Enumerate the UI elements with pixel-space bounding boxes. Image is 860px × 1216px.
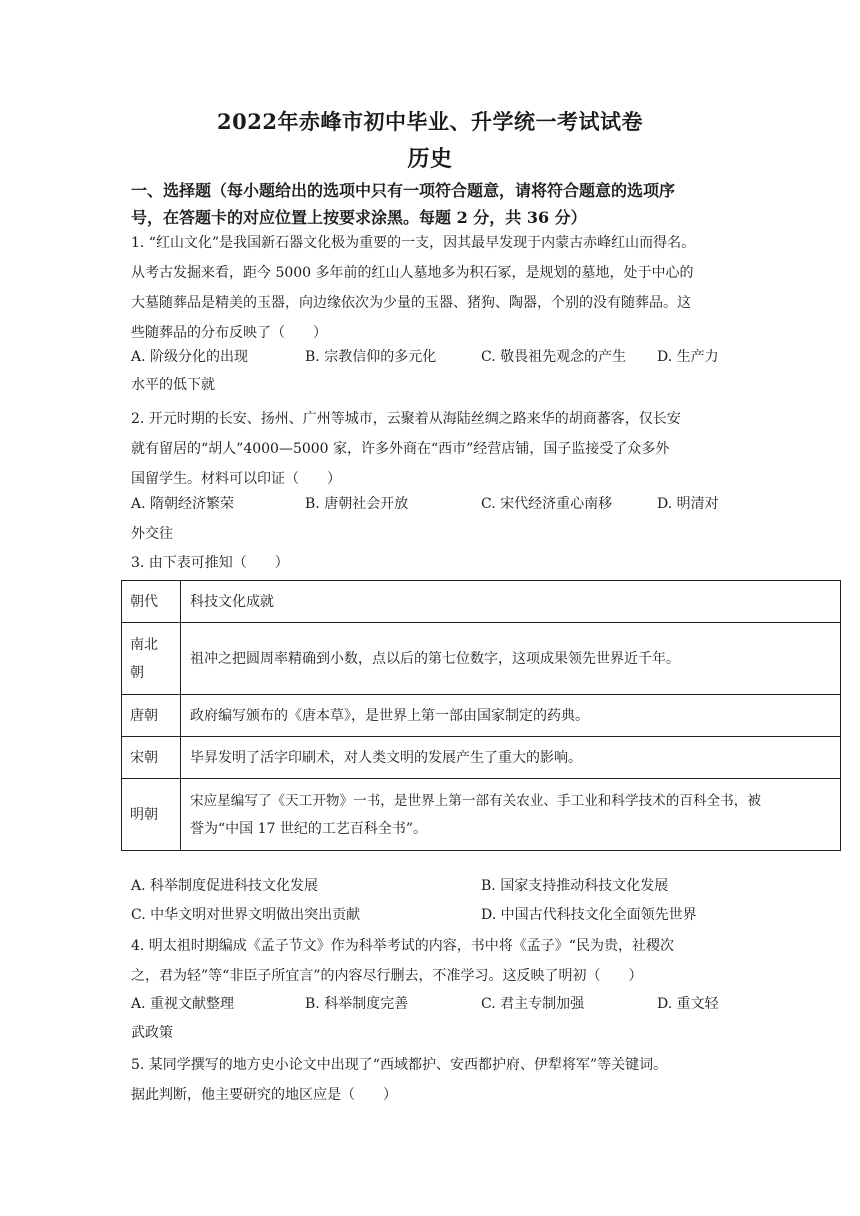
question-1-stem xyxy=(131,228,741,348)
stem-line: 1. “红山文化”是我国新石器文化极为重要的一支，因其最早发现于内蒙古赤峰红山而得名。 xyxy=(131,235,696,251)
q3-option-a: A. 科举制度促进科技文化发展 xyxy=(131,878,319,894)
achievement-cell xyxy=(181,779,841,851)
q1-option-b: B. 宗教信仰的多元化 xyxy=(305,349,437,365)
q2-option-d-wrap: 外交往 xyxy=(131,526,173,542)
q1-option-d-wrap: 水平的低下就 xyxy=(131,377,215,393)
q3-option-d: D. 中国古代科技文化全面领先世界 xyxy=(481,907,697,923)
q4-option-b: B. 科举制度完善 xyxy=(305,996,409,1012)
q2-option-a: A. 隋朝经济繁荣 xyxy=(131,496,235,512)
stem-line: 2. 开元时期的长安、扬州、广州等城市，云聚着从海陆丝绸之路来华的胡商蕃客，仅长安 xyxy=(131,411,681,427)
q4-option-c: C. 君主专制加强 xyxy=(481,996,585,1012)
q2-option-d: D. 明清对 xyxy=(657,496,719,512)
section-heading-line: 一、选择题（每小题给出的选项中只有一项符合题意，请将符合题意的选项序 xyxy=(131,181,676,200)
q4-option-d-wrap: 武政策 xyxy=(131,1025,173,1041)
section-heading-line: 号，在答题卡的对应位置上按要求涂黑。每题 2 分，共 36 分） xyxy=(131,208,587,227)
stem-line: 据此判断，他主要研究的地区应是（ ） xyxy=(131,1087,397,1103)
stem-line: 5. 某同学撰写的地方史小论文中出现了“西域都护、安西都护府、伊犁将军”等关键词。 xyxy=(131,1057,668,1073)
question-2-stem xyxy=(131,404,741,494)
exam-title: 2022年赤峰市初中毕业、升学统一考试试卷 xyxy=(217,109,643,134)
q1-option-d: D. 生产力 xyxy=(657,349,719,365)
dynasty-cell-line: 朝 xyxy=(130,664,144,681)
stem-line: 就有留居的“胡人”4000—5000 家，许多外商在“西市”经营店铺，国子监接受了众多外 xyxy=(131,441,670,457)
subject-title: 历史 xyxy=(407,146,453,172)
header-achievement: 科技文化成就 xyxy=(181,581,841,623)
achievement-cell: 毕昇发明了活字印刷术，对人类文明的发展产生了重大的影响。 xyxy=(181,737,841,779)
q3-option-b: B. 国家支持推动科技文化发展 xyxy=(481,878,669,894)
q2-option-c: C. 宋代经济重心南移 xyxy=(481,496,613,512)
q2-option-b: B. 唐朝社会开放 xyxy=(305,496,409,512)
table-row xyxy=(122,737,841,779)
dynasty-cell: 明朝 xyxy=(122,779,181,851)
achievement-cell-line: 宋应星编写了《天工开物》一书，是世界上第一部有关农业、手工业和科学技术的百科全书，被 xyxy=(190,792,761,809)
achievements-table xyxy=(121,580,841,851)
header-dynasty: 朝代 xyxy=(122,581,181,623)
stem-line: 大墓随葬品是精美的玉器，向边缘依次为少量的玉器、猪狗、陶器，个别的没有随葬品。这 xyxy=(131,295,691,311)
achievement-cell: 祖冲之把圆周率精确到小数，点以后的第七位数字，这项成果领先世界近千年。 xyxy=(181,623,841,695)
q4-option-d: D. 重文轻 xyxy=(657,996,719,1012)
table-row xyxy=(122,695,841,737)
dynasty-cell xyxy=(122,623,181,695)
stem-line: 从考古发掘来看，距今 5000 多年前的红山人墓地多为积石冢，是规划的墓地，处于中心的 xyxy=(131,265,694,281)
table-row xyxy=(122,779,841,851)
question-5-stem xyxy=(131,1050,741,1110)
achievement-cell: 政府编写颁布的《唐本草》，是世界上第一部由国家制定的药典。 xyxy=(181,695,841,737)
stem-line: 些随葬品的分布反映了（ ） xyxy=(131,325,327,341)
dynasty-cell: 宋朝 xyxy=(122,737,181,779)
table-row xyxy=(122,623,841,695)
q1-option-c: C. 敬畏祖先观念的产生 xyxy=(481,349,627,365)
dynasty-cell-line: 南北 xyxy=(130,636,158,653)
q1-option-a: A. 阶级分化的出现 xyxy=(131,349,249,365)
stem-line: 之，君为轻”等“非臣子所宜言”的内容尽行删去，不准学习。这反映了明初（ ） xyxy=(131,968,643,984)
dynasty-cell: 唐朝 xyxy=(122,695,181,737)
achievement-cell-line: 誉为“中国 17 世纪的工艺百科全书”。 xyxy=(190,820,428,837)
section-heading xyxy=(131,177,741,231)
table-header-row xyxy=(122,581,841,623)
q3-option-c: C. 中华文明对世界文明做出突出贡献 xyxy=(131,907,361,923)
stem-line: 国留学生。材料可以印证（ ） xyxy=(131,471,341,487)
stem-line: 4. 明太祖时期编成《孟子节文》作为科举考试的内容，书中将《孟子》“民为贵，社稷次 xyxy=(131,938,674,954)
q4-option-a: A. 重视文献整理 xyxy=(131,996,235,1012)
question-4-stem xyxy=(131,931,741,991)
question-3-stem: 3. 由下表可推知（ ） xyxy=(131,555,289,571)
